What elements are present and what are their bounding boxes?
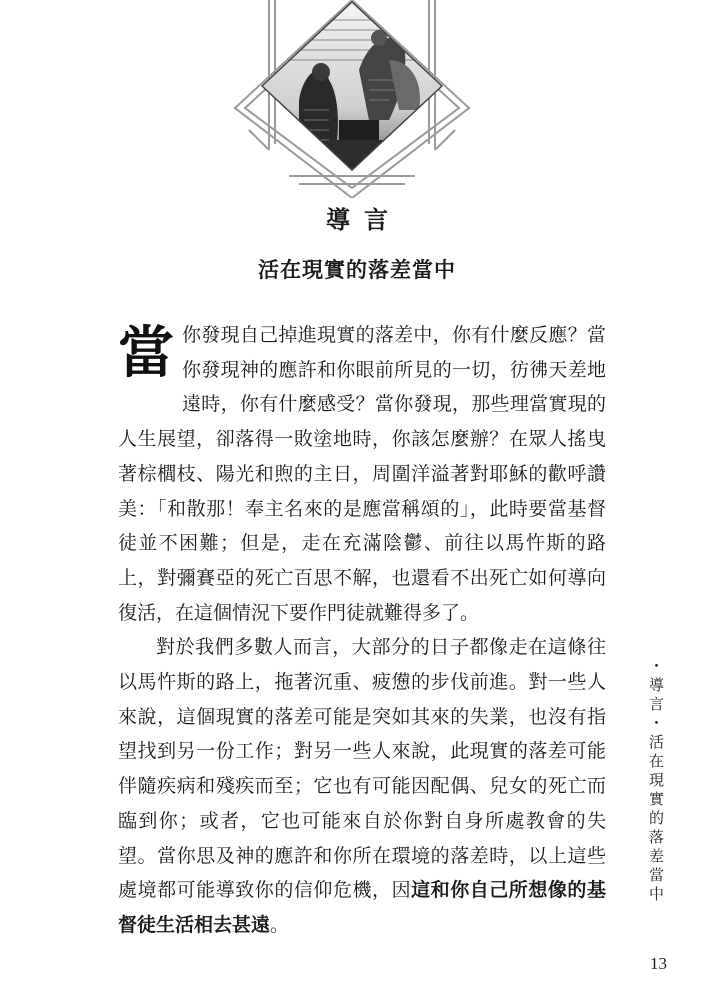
chapter-title: 導言 bbox=[326, 206, 402, 234]
paragraph-2-text: 對於我們多數人而言，大部分的日子都像走在這條往以馬忤斯的路上，拖著沉重、疲憊的步伐前進。對一些人來說，這個現實的落差可能是突如其來的失業，也沒有指望找到另一份工作；對另一些人來說，此現實的落差可能伴隨疾病和殘疾而至；它也有可能因配偶、兒女的死亡而臨到你；或者，它也可能來自於你對自身所處教會的失望。當你思及神的應許和你所在環境的落差時，以上這些處境都可能導致你的信仰危機，因 bbox=[118, 636, 606, 902]
chapter-subtitle: 活在現實的落差當中 bbox=[258, 258, 456, 282]
paragraph-1 bbox=[118, 318, 606, 630]
paragraph-2-emphasis: 這和你自己所想像的基督徒生活相去甚遠 bbox=[118, 879, 606, 936]
paragraph-2 bbox=[118, 630, 606, 942]
biblical-scene-engraving-icon bbox=[249, 0, 455, 180]
paragraph-1-text: 你發現自己掉進現實的落差中，你有什麼反應？當你發現神的應許和你眼前所見的一切，彷彿天差地遠時，你有什麼感受？當你發現，那些理當實現的人生展望，卻落得一敗塗地時，你該怎麼辦？在眾人搖曳著棕櫚枝、陽光和煦的主日，周圍洋溢著對耶穌的歡呼讚美：「和散那！奉主名來的是應當稱頌的」，此時要當基督徒並不困難；但是，走在充滿陰鬱、前往以馬忤斯的路上，對彌賽亞的死亡百思不解，也還看不出死亡如何導向復活，在這個情況下要作門徒就難得多了。 bbox=[118, 324, 606, 624]
running-side-heading: ・導言・活在現實的落差當中 bbox=[647, 658, 665, 905]
page-number: 13 bbox=[650, 954, 667, 973]
drop-cap: 當 bbox=[118, 320, 174, 386]
paragraph-2-end: 。 bbox=[270, 913, 290, 936]
body-text bbox=[118, 318, 606, 943]
chapter-emblem bbox=[229, 0, 475, 198]
